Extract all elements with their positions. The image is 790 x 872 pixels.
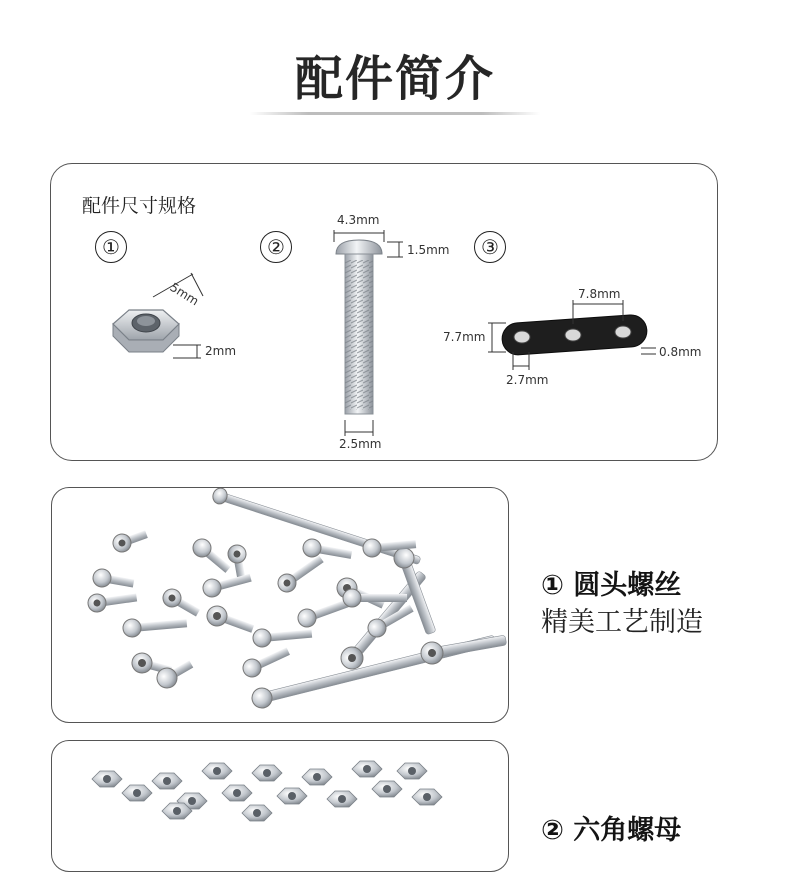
nut-width-label: 5mm <box>167 280 202 309</box>
item-marker-1: ① <box>95 231 127 263</box>
spec-panel <box>50 163 718 461</box>
spec-heading: 配件尺寸规格 <box>82 195 197 217</box>
screw-drawing <box>334 230 403 436</box>
feature-title-2: ② 六角螺母 <box>541 815 682 846</box>
nuts-photo <box>51 740 509 872</box>
plate-thickness-label: 0.8mm <box>659 345 702 359</box>
item-marker-2: ② <box>260 231 292 263</box>
page-title: 配件简介 <box>294 51 495 107</box>
screws-image <box>52 488 508 722</box>
nut-height-label: 2mm <box>205 344 237 358</box>
screw-head-width-label: 4.3mm <box>337 213 380 227</box>
nuts-image <box>52 741 508 871</box>
feature-title-1: ① 圆头螺丝 <box>541 570 682 601</box>
feature-desc-1: 精美工艺制造 <box>541 607 703 638</box>
item-marker-3: ③ <box>474 231 506 263</box>
screw-head-height-label: 1.5mm <box>407 243 450 257</box>
plate-width-label: 7.7mm <box>443 330 486 344</box>
screws-photo <box>51 487 509 723</box>
screw-diameter-label: 2.5mm <box>339 437 382 451</box>
plate-drawing <box>488 300 656 370</box>
plate-hole-spacing-label: 7.8mm <box>578 287 621 301</box>
plate-hole-diameter-label: 2.7mm <box>506 373 549 387</box>
hex-nut-drawing <box>113 273 203 358</box>
title-underline <box>250 112 540 115</box>
